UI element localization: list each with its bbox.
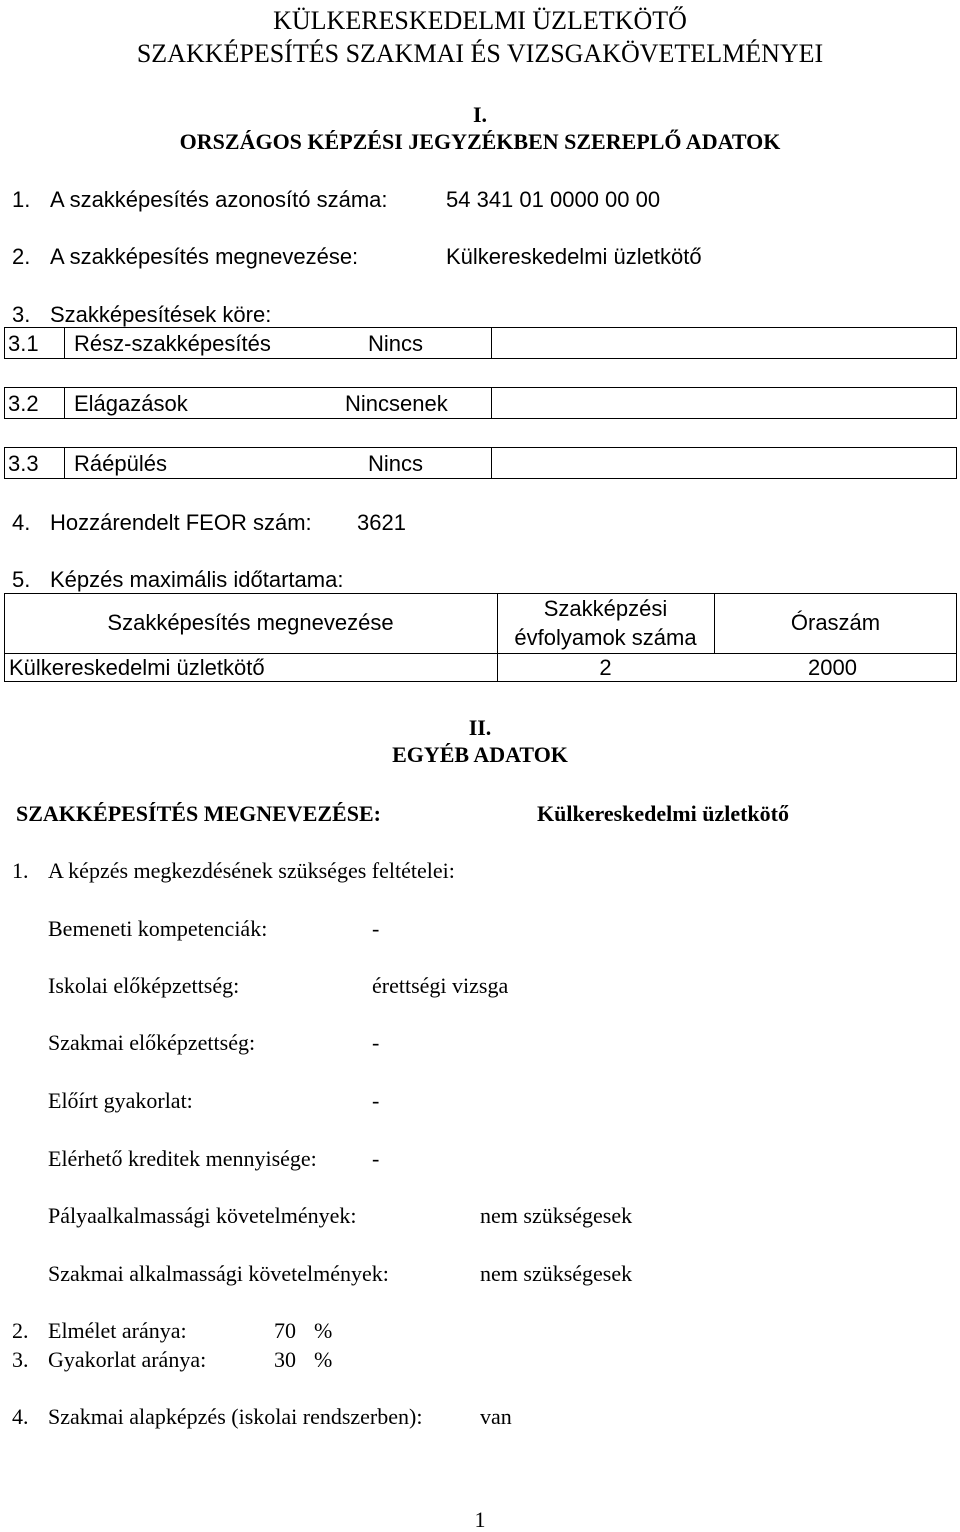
conditions-label: A képzés megkezdésének szükséges feltételei: [48, 858, 455, 883]
duration-row-name: Külkereskedelmi üzletkötő [9, 655, 265, 680]
condition-label: Iskolai előképzettség: [48, 973, 240, 998]
scope-row-divider [64, 387, 65, 419]
item3-num: 3. [12, 302, 31, 327]
theory-label: Elmélet aránya: [48, 1318, 187, 1343]
condition-label: Szakmai alkalmassági követelmények: [48, 1261, 389, 1286]
practice-value: 30 [274, 1347, 296, 1372]
feor-label: Hozzárendelt FEOR szám: [50, 510, 312, 535]
duration-header-name: Szakképesítés megnevezése [107, 610, 394, 635]
scope-row-label: Ráépülés [74, 451, 167, 476]
duration-header-years-line2: évfolyamok száma [514, 625, 697, 650]
scope-row-divider [64, 447, 65, 479]
conditions-num: 1. [12, 858, 29, 883]
scope-row-label: Rész-szakképesítés [74, 331, 271, 356]
document-title-line1: KÜLKERESKEDELMI ÜZLETKÖTŐ [273, 6, 687, 35]
item3-label: Szakképesítések köre: [50, 302, 272, 327]
item1-num: 1. [12, 187, 31, 212]
section2-roman: II. [468, 715, 492, 740]
condition-label: Bemeneti kompetenciák: [48, 916, 268, 941]
basic-training-num: 4. [12, 1404, 29, 1429]
item2-num: 2. [12, 244, 31, 269]
item2-label: A szakképesítés megnevezése: [50, 244, 359, 269]
item1-value: 54 341 01 0000 00 00 [446, 187, 661, 212]
qualification-value: Külkereskedelmi üzletkötő [537, 801, 789, 826]
condition-value: nem szükségesek [480, 1203, 633, 1228]
condition-value: - [372, 1030, 380, 1055]
condition-value: - [372, 1146, 380, 1171]
practice-num: 3. [12, 1347, 29, 1372]
condition-value: - [372, 916, 380, 941]
condition-label: Előírt gyakorlat: [48, 1088, 193, 1113]
scope-row-value: Nincsenek [345, 391, 448, 416]
page-number: 1 [474, 1507, 486, 1532]
section1-roman: I. [472, 102, 488, 127]
condition-value: - [372, 1088, 380, 1113]
theory-num: 2. [12, 1318, 29, 1343]
scope-row-value: Nincs [368, 451, 424, 476]
section1-heading: ORSZÁGOS KÉPZÉSI JEGYZÉKBEN SZEREPLŐ ADATOK [179, 129, 781, 154]
practice-label: Gyakorlat aránya: [48, 1347, 207, 1372]
duration-header-hours: Óraszám [790, 610, 881, 635]
qualification-label: SZAKKÉPESÍTÉS MEGNEVEZÉSE: [16, 801, 381, 826]
condition-label: Elérhető kreditek mennyisége: [48, 1146, 317, 1171]
duration-table-rule [4, 653, 957, 654]
section2-heading: EGYÉB ADATOK [392, 742, 568, 767]
item1-label: A szakképesítés azonosító száma: [50, 187, 388, 212]
scope-row-divider [64, 327, 65, 359]
scope-row-label: Elágazások [74, 391, 188, 416]
duration-label: Képzés maximális időtartama: [50, 567, 344, 592]
feor-value: 3621 [357, 510, 406, 535]
scope-row-divider [491, 327, 492, 359]
scope-row-num: 3.3 [8, 451, 39, 476]
scope-row-divider [491, 387, 492, 419]
duration-row-hours: 2000 [808, 655, 857, 680]
practice-unit: % [314, 1347, 333, 1372]
duration-num: 5. [12, 567, 31, 592]
duration-row-years: 2 [599, 655, 612, 680]
scope-row-value: Nincs [368, 331, 424, 356]
condition-label: Pályaalkalmassági követelmények: [48, 1203, 357, 1228]
theory-unit: % [314, 1318, 333, 1343]
condition-label: Szakmai előképzettség: [48, 1030, 256, 1055]
condition-value: érettségi vizsga [372, 973, 509, 998]
scope-row-num: 3.1 [8, 331, 39, 356]
basic-training-label: Szakmai alapképzés (iskolai rendszerben): [48, 1404, 423, 1429]
basic-training-value: van [480, 1404, 512, 1429]
theory-value: 70 [274, 1318, 296, 1343]
item2-value: Külkereskedelmi üzletkötő [446, 244, 702, 269]
feor-num: 4. [12, 510, 31, 535]
condition-value: nem szükségesek [480, 1261, 633, 1286]
document-title-line2: SZAKKÉPESÍTÉS SZAKMAI ÉS VIZSGAKÖVETELMÉNYEI [136, 39, 824, 68]
scope-row-divider [491, 447, 492, 479]
duration-header-years-line1: Szakképzési [543, 596, 668, 621]
scope-row-num: 3.2 [8, 391, 39, 416]
